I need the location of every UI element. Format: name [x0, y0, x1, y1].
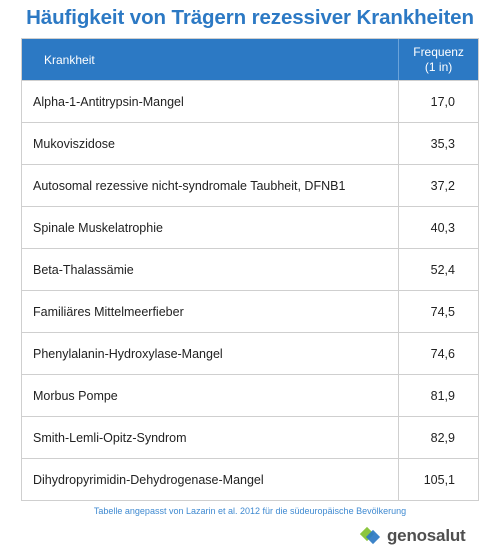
- column-header-frequency-label: Frequenz: [413, 44, 464, 59]
- disease-name-cell: Spinale Muskelatrophie: [22, 207, 399, 248]
- disease-name-cell: Phenylalanin-Hydroxylase-Mangel: [22, 333, 399, 374]
- frequency-value-cell: 17,0: [430, 94, 455, 109]
- table-row: [22, 80, 478, 122]
- genosalut-logo: [360, 526, 466, 546]
- frequency-value-cell: 82,9: [430, 430, 455, 445]
- disease-name-cell: Morbus Pompe: [22, 375, 399, 416]
- column-header-frequency-unit: (1 in): [424, 59, 453, 74]
- table-row: [22, 164, 478, 206]
- logo-text: genosalut: [387, 526, 466, 545]
- table-header: [22, 39, 478, 80]
- column-header-frequency: [399, 39, 478, 80]
- table-row: [22, 290, 478, 332]
- disease-name-cell: Autosomal rezessive nicht-syndromale Taubheit, DFNB1: [22, 165, 399, 206]
- disease-name-cell: Familiäres Mittelmeerfieber: [22, 291, 399, 332]
- table-row: [22, 248, 478, 290]
- disease-name-cell: Beta-Thalassämie: [22, 249, 399, 290]
- column-header-disease: Krankheit: [22, 39, 399, 80]
- frequency-value-cell: 105,1: [423, 472, 455, 487]
- frequency-value-cell: 37,2: [430, 178, 455, 193]
- frequency-table: [21, 38, 479, 501]
- frequency-value-cell: 35,3: [430, 136, 455, 151]
- frequency-value-cell: 81,9: [430, 388, 455, 403]
- table-row: [22, 206, 478, 248]
- disease-name-cell: Dihydropyrimidin-Dehydrogenase-Mangel: [22, 459, 399, 500]
- source-note: Tabelle angepasst von Lazarin et al. 2012 für die südeuropäische Bevölkerung: [93, 506, 407, 516]
- table-row: [22, 458, 478, 500]
- frequency-value-cell: 74,5: [430, 304, 455, 319]
- disease-name-cell: Mukoviszidose: [22, 123, 399, 164]
- table-row: [22, 332, 478, 374]
- table-row: [22, 122, 478, 164]
- disease-name-cell: Alpha-1-Antitrypsin-Mangel: [22, 81, 399, 122]
- frequency-value-cell: 40,3: [430, 220, 455, 235]
- page-title: Häufigkeit von Trägern rezessiver Krankheiten: [26, 6, 474, 29]
- disease-name-cell: Smith-Lemli-Opitz-Syndrom: [22, 417, 399, 458]
- frequency-value-cell: 74,6: [430, 346, 455, 361]
- frequency-value-cell: 52,4: [430, 262, 455, 277]
- table-row: [22, 374, 478, 416]
- genosalut-logo-icon: [360, 526, 382, 546]
- table-body: [22, 80, 478, 500]
- table-row: [22, 416, 478, 458]
